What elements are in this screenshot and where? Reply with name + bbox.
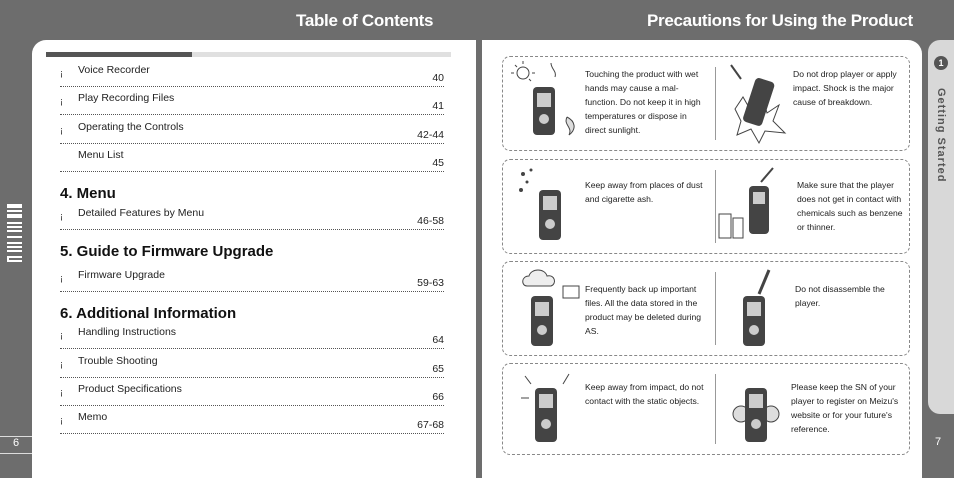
section-number-badge: 1	[934, 56, 948, 70]
toc-page: 45	[432, 157, 444, 169]
right-page-title: Precautions for Using the Product	[647, 11, 913, 30]
bullet: ¡	[60, 68, 63, 78]
bullet: ¡	[60, 125, 63, 135]
toc-page: 42-44	[417, 129, 444, 141]
toc-label: Memo	[78, 411, 108, 423]
precaution-text: Do not disassemble the player.	[795, 284, 885, 308]
player-drop-icon	[721, 61, 791, 145]
precaution-text: Touching the product with wet hands may cause a mal-function. Do not keep it in high temperatures or dispose in direct sunlight.	[585, 69, 701, 135]
toc-row[interactable]	[60, 326, 444, 349]
toc-row[interactable]	[60, 355, 444, 378]
bullet: ¡	[60, 387, 63, 397]
precaution-card	[502, 159, 910, 254]
bullet: ¡	[60, 96, 63, 106]
bullet: ¡	[60, 211, 63, 221]
toc-row[interactable]	[60, 269, 444, 292]
toc-row[interactable]	[60, 149, 444, 172]
player-backup-icon	[517, 268, 583, 350]
precaution-card	[502, 56, 910, 151]
toc-row[interactable]	[60, 207, 444, 230]
player-chemicals-icon	[715, 166, 795, 248]
bullet: ¡	[60, 330, 63, 340]
section-title-firmware: 5. Guide to Firmware Upgrade	[60, 243, 274, 260]
toc-row[interactable]	[60, 383, 444, 406]
player-heat-water-icon	[507, 61, 583, 145]
toc-page: 66	[432, 391, 444, 403]
toc-label: Play Recording Files	[78, 92, 175, 104]
toc-label: Voice Recorder	[78, 64, 150, 76]
toc-label: Trouble Shooting	[78, 355, 158, 367]
toc-label: Menu List	[78, 149, 124, 161]
bullet: ¡	[60, 359, 63, 369]
toc-label: Detailed Features by Menu	[78, 207, 205, 219]
toc-label: Firmware Upgrade	[78, 269, 165, 281]
page-number-left: 6	[0, 436, 32, 454]
toc-label: Product Specifications	[78, 383, 182, 395]
bullet: ¡	[60, 415, 63, 425]
toc-label: Operating the Controls	[78, 121, 184, 133]
toc-page: 46-58	[417, 215, 444, 227]
progress-bar	[46, 52, 451, 57]
toc-row[interactable]	[60, 64, 444, 87]
precaution-text: Frequently back up important files. All the data stored in the product may be deleted during AS.	[585, 284, 702, 336]
precaution-text: Keep away from impact, do not contact with the static objects.	[585, 382, 704, 406]
section-side-tab[interactable]	[928, 40, 954, 414]
section-title-menu: 4. Menu	[60, 185, 116, 202]
precaution-card	[502, 363, 910, 455]
left-page-title: Table of Contents	[296, 11, 434, 30]
toc-page: 64	[432, 334, 444, 346]
precaution-text: Do not drop player or apply impact. Shock is the major cause of breakdown.	[793, 69, 897, 107]
precaution-card	[502, 261, 910, 356]
toc-page: 40	[432, 72, 444, 84]
bullet: ¡	[60, 273, 63, 283]
toc-row[interactable]	[60, 411, 444, 434]
toc-page: 59-63	[417, 277, 444, 289]
section-title-additional: 6. Additional Information	[60, 305, 237, 322]
toc-label: Handling Instructions	[78, 326, 177, 338]
toc-row[interactable]	[60, 92, 444, 115]
player-disassemble-icon	[723, 268, 789, 350]
toc-page: 41	[432, 100, 444, 112]
player-dust-icon	[517, 166, 581, 248]
toc-page: 65	[432, 363, 444, 375]
meizu-logo-icon	[4, 202, 26, 266]
section-side-label: Getting Started	[935, 88, 947, 183]
page-number-right: 7	[934, 436, 942, 448]
precaution-text: Please keep the SN of your player to register on Meizu's website or for your future's reference.	[791, 382, 899, 434]
player-serial-number-icon	[727, 370, 787, 450]
precaution-text: Make sure that the player does not get in contact with chemicals such as benzene or thinner.	[797, 180, 903, 232]
player-impact-icon	[519, 370, 583, 450]
toc-page: 67-68	[417, 419, 444, 431]
toc-row[interactable]	[60, 121, 444, 144]
precaution-text: Keep away from places of dust and cigarette ash.	[585, 180, 703, 204]
